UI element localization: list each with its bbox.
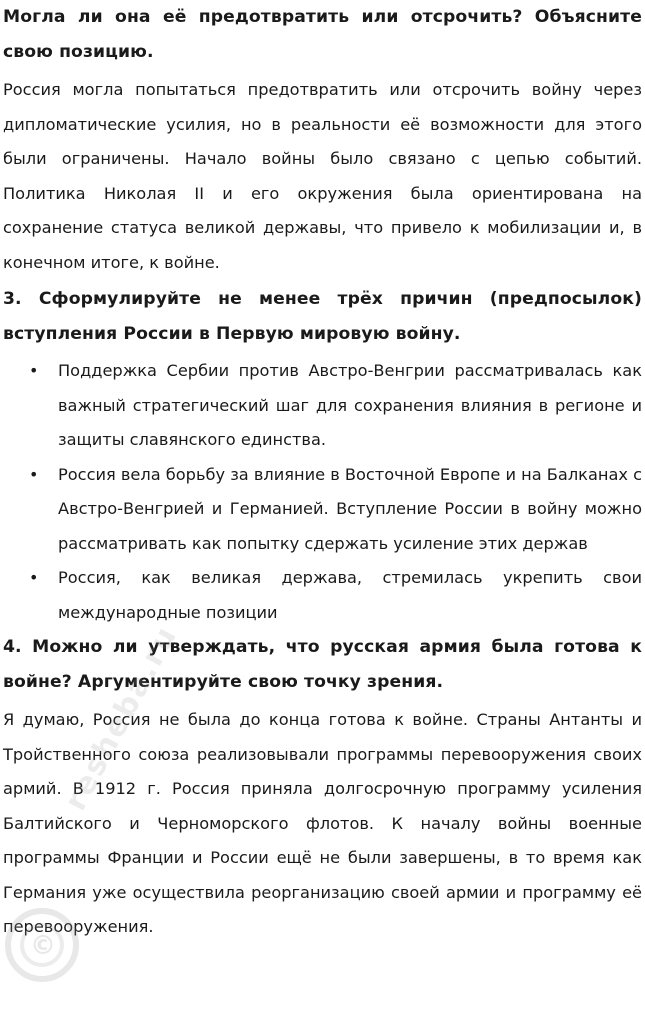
- list-item: [3, 458, 642, 562]
- bullet-icon: •: [29, 568, 39, 587]
- reasons-list: [3, 354, 642, 630]
- list-item: [3, 354, 642, 458]
- list-item-text: Россия вела борьбу за влияние в Восточной Европе и на Балканах с Австро-Венгрией и Германией. Вступление России в войну можно рассматривать как попытку сдержать усиление этих держав: [58, 464, 643, 553]
- answer-4: Я думаю, Россия не была до конца готова к войне. Страны Антанты и Тройственного союза реализовывали программы перевооружения своих армий. В 1912 г. Россия приняла долгосрочную программу усиления Балтийского и Черноморского флотов. К началу войны военные программы Франции и России ещё не были завершены, в то время как Германия уже осуществила реорганизацию своей армии и программу её перевооружения.: [3, 710, 642, 936]
- list-item-text: Россия, как великая держава, стремилась укрепить свои международные позиции: [58, 568, 642, 622]
- bullet-icon: •: [29, 361, 39, 380]
- watermark-text: resheba.ru: [58, 619, 185, 817]
- question-3: 3. Сформулируйте не менее трёх причин (предпосылок) вступления России в Первую мировую войну.: [3, 289, 642, 344]
- list-item: [3, 561, 642, 630]
- svg-text:©: ©: [30, 931, 56, 961]
- bullet-icon: •: [29, 464, 39, 484]
- answer-2: Россия могла попытаться предотвратить или отсрочить войну через дипломатические усилия, но в реальности её возможности для этого были ограничены. Начало войны было связано с цепью событий. Политика Николая II и его окружения была ориентирована на сохранение статуса великой державы, что привело к мобилизации и, в конечном итоге, к войне.: [3, 80, 642, 272]
- question-4: 4. Можно ли утверждать, что русская армия была готова к войне? Аргументируйте свою точку зрения.: [3, 637, 642, 692]
- list-item-text: Поддержка Сербии против Австро-Венгрии рассматривалась как важный стратегический шаг для сохранения влияния в регионе и защиты славянского единства.: [58, 361, 642, 449]
- question-2-continued: Могла ли она её предотвратить или отсрочить? Объясните свою позицию.: [3, 7, 642, 62]
- document-page: [3, 0, 642, 945]
